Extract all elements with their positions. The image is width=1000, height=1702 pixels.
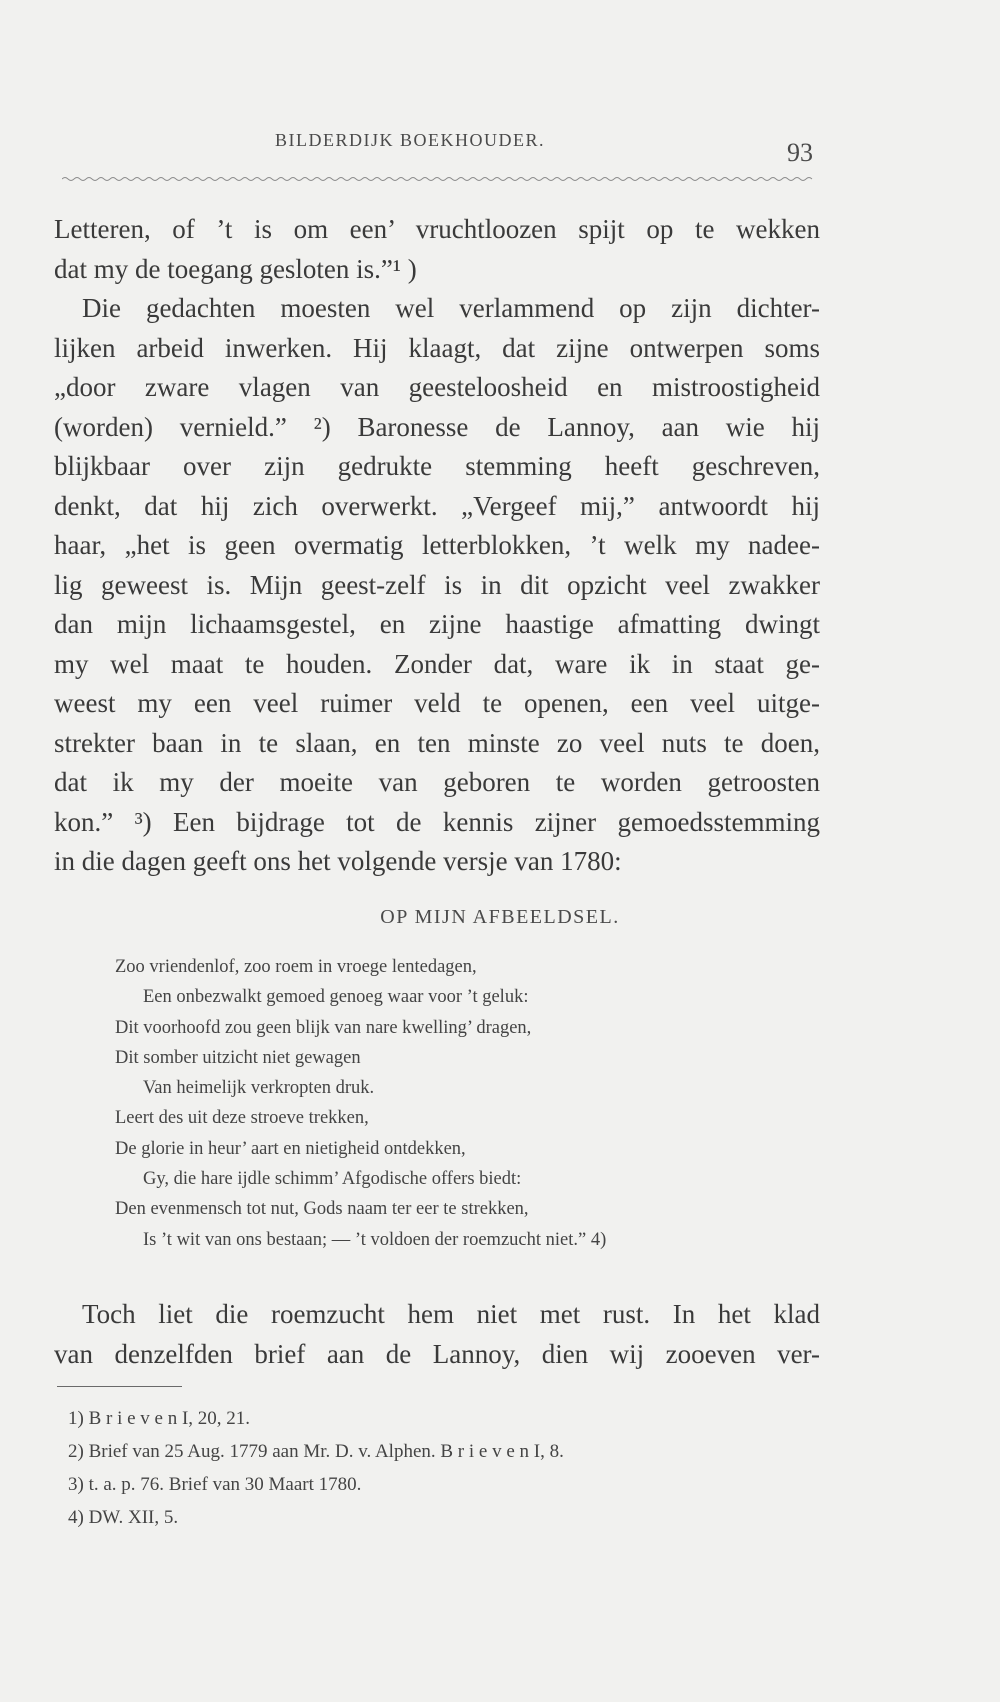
poem-verse: Leert des uit deze stroeve trekken, — [115, 1108, 369, 1129]
footnote: 2) Brief van 25 Aug. 1779 aan Mr. D. v. Alphen. B r i e v e n I, 8. — [68, 1441, 564, 1462]
poem-verse: Dit somber uitzicht niet gewagen — [115, 1047, 361, 1068]
text-line: Toch liet die roemzucht hem niet met rust. In het klad — [82, 1299, 820, 1329]
footnote: 4) DW. XII, 5. — [68, 1507, 179, 1528]
footnote: 3) t. a. p. 76. Brief van 30 Maart 1780. — [68, 1474, 362, 1495]
text-line: my wel maat te houden. Zonder dat, ware ik in staat ge- — [54, 648, 820, 679]
text-line: dat my de toegang gesloten is.”¹ ) — [54, 253, 417, 284]
text-line: Letteren, of ’t is om een’ vruchtloozen spijt op te wekken — [54, 214, 820, 244]
text-line: blijkbaar over zijn gedrukte stemming heeft geschreven, — [54, 451, 820, 481]
running-head: BILDERDIJK BOEKHOUDER. — [275, 130, 545, 150]
text-line: „door zware vlagen van geesteloosheid en mistroostigheid — [54, 372, 820, 402]
text-line: weest my een veel ruimer veld te openen, een veel uitge- — [54, 688, 820, 718]
text-line: strekter baan in te slaan, en ten minste zo veel nuts te doen, — [54, 727, 820, 758]
text-line: dan mijn lichaamsgestel, en zijne haastige afmatting dwingt — [54, 609, 820, 639]
poem-verse: Gy, die hare ijdle schimm’ Afgodische offers biedt: — [143, 1169, 522, 1190]
text-line: lijken arbeid inwerken. Hij klaagt, dat zijne ontwerpen soms — [54, 332, 820, 363]
poem-verse: Zoo vriendenlof, zoo roem in vroege lentedagen, — [115, 957, 477, 977]
header-wavy-rule — [62, 176, 816, 182]
footnotes — [68, 1402, 828, 1534]
poem-verse: Een onbezwalkt gemoed genoeg waar voor ’t geluk: — [143, 987, 529, 1008]
page-number: 93 — [787, 138, 813, 167]
poem-verse: Den evenmensch tot nut, Gods naam ter eer te strekken, — [115, 1199, 529, 1220]
footnote: 1) B r i e v e n I, 20, 21. — [68, 1408, 251, 1429]
poem-verse: Van heimelijk verkropten druk. — [143, 1078, 375, 1099]
text-line: kon.” ³) Een bijdrage tot de kennis zijner gemoedsstemming — [54, 806, 820, 837]
poem-verse: Dit voorhoofd zou geen blijk van nare kwelling’ dragen, — [115, 1017, 532, 1038]
text-line: denkt, dat hij zich overwerkt. „Vergeef mij,” antwoordt hij — [54, 490, 820, 521]
footnote-rule — [57, 1386, 182, 1387]
poem — [115, 952, 835, 1255]
text-line: Die gedachten moesten wel verlammend op zijn dichter- — [82, 293, 820, 323]
text-line: dat ik my der moeite van geboren te worden getroosten — [54, 767, 820, 797]
poem-title: OP MIJN AFBEELDSEL. — [380, 906, 620, 928]
text-line: lig geweest is. Mijn geest-zelf is in dit opzicht veel zwakker — [54, 569, 820, 600]
text-line: van denzelfden brief aan de Lannoy, dien wij zooeven ver- — [54, 1338, 820, 1369]
poem-verse: Is ’t wit van ons bestaan; — ’t voldoen der roemzucht niet.” 4) — [143, 1229, 607, 1250]
body-text — [54, 210, 820, 882]
poem-verse: De glorie in heur’ aart en nietigheid ontdekken, — [115, 1138, 466, 1159]
text-line: (worden) vernield.” ²) Baronesse de Lannoy, aan wie hij — [54, 411, 820, 442]
body-text-continued — [54, 1295, 820, 1374]
text-line: haar, „het is geen overmatig letterblokken, ’t welk my nadee- — [54, 530, 820, 560]
text-line: in die dagen geeft ons het volgende versje van 1780: — [54, 846, 622, 876]
